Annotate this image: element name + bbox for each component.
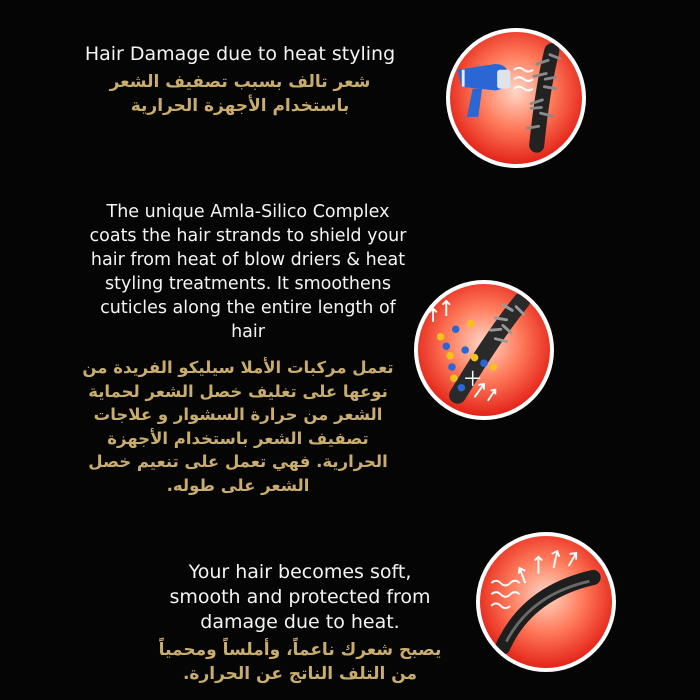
- english-line: styling treatments. It smoothens: [105, 274, 391, 294]
- english-line: hair from heat of blow driers & heat: [90, 250, 406, 270]
- arabic-line: الشعر من حرارة السشوار و علاجات: [93, 405, 383, 424]
- section2-arabic-text: [68, 356, 408, 497]
- smooth-protected-hair-icon: [476, 532, 616, 672]
- section3-english-text: [150, 560, 450, 635]
- arabic-line: الحرارية. فهي تعمل على تنعيم خصل: [88, 452, 388, 471]
- english-line: hair: [231, 322, 265, 342]
- arabic-line: نوعها على تغليف خصل الشعر لحماية: [88, 381, 388, 401]
- arabic-line: تعمل مركبات الأملا سيليكو الفريدة من: [82, 358, 394, 377]
- english-line: smooth and protected from: [169, 586, 431, 608]
- arabic-line: باستخدام الأجهزة الحرارية: [130, 96, 350, 116]
- arabic-line: يصبح شعرك ناعماً، وأملساً ومحمياً: [158, 640, 442, 660]
- english-line: cuticles along the entire length of: [100, 298, 396, 318]
- arabic-line: من التلف الناتج عن الحرارة.: [182, 664, 418, 684]
- section1-heading: Hair Damage due to heat styling: [84, 43, 396, 65]
- english-line: damage due to heat.: [200, 611, 400, 633]
- blow-dryer-damaged-hair-icon: [446, 28, 586, 168]
- english-line: Your hair becomes soft,: [188, 561, 412, 583]
- section3-arabic-text: [145, 638, 455, 686]
- arabic-line: تصفيف الشعر باستخدام الأجهزة: [107, 428, 369, 448]
- english-line: The unique Amla-Silico Complex: [106, 202, 390, 222]
- section2-english-text: [78, 200, 418, 344]
- coated-hair-strand-icon: [414, 280, 554, 420]
- arabic-line: الشعر على طوله.: [166, 475, 310, 495]
- english-line: coats the hair strands to shield your: [89, 226, 407, 246]
- section1-arabic-text: [90, 70, 390, 118]
- arabic-line: شعر تالف بسبب تصفيف الشعر: [109, 72, 371, 92]
